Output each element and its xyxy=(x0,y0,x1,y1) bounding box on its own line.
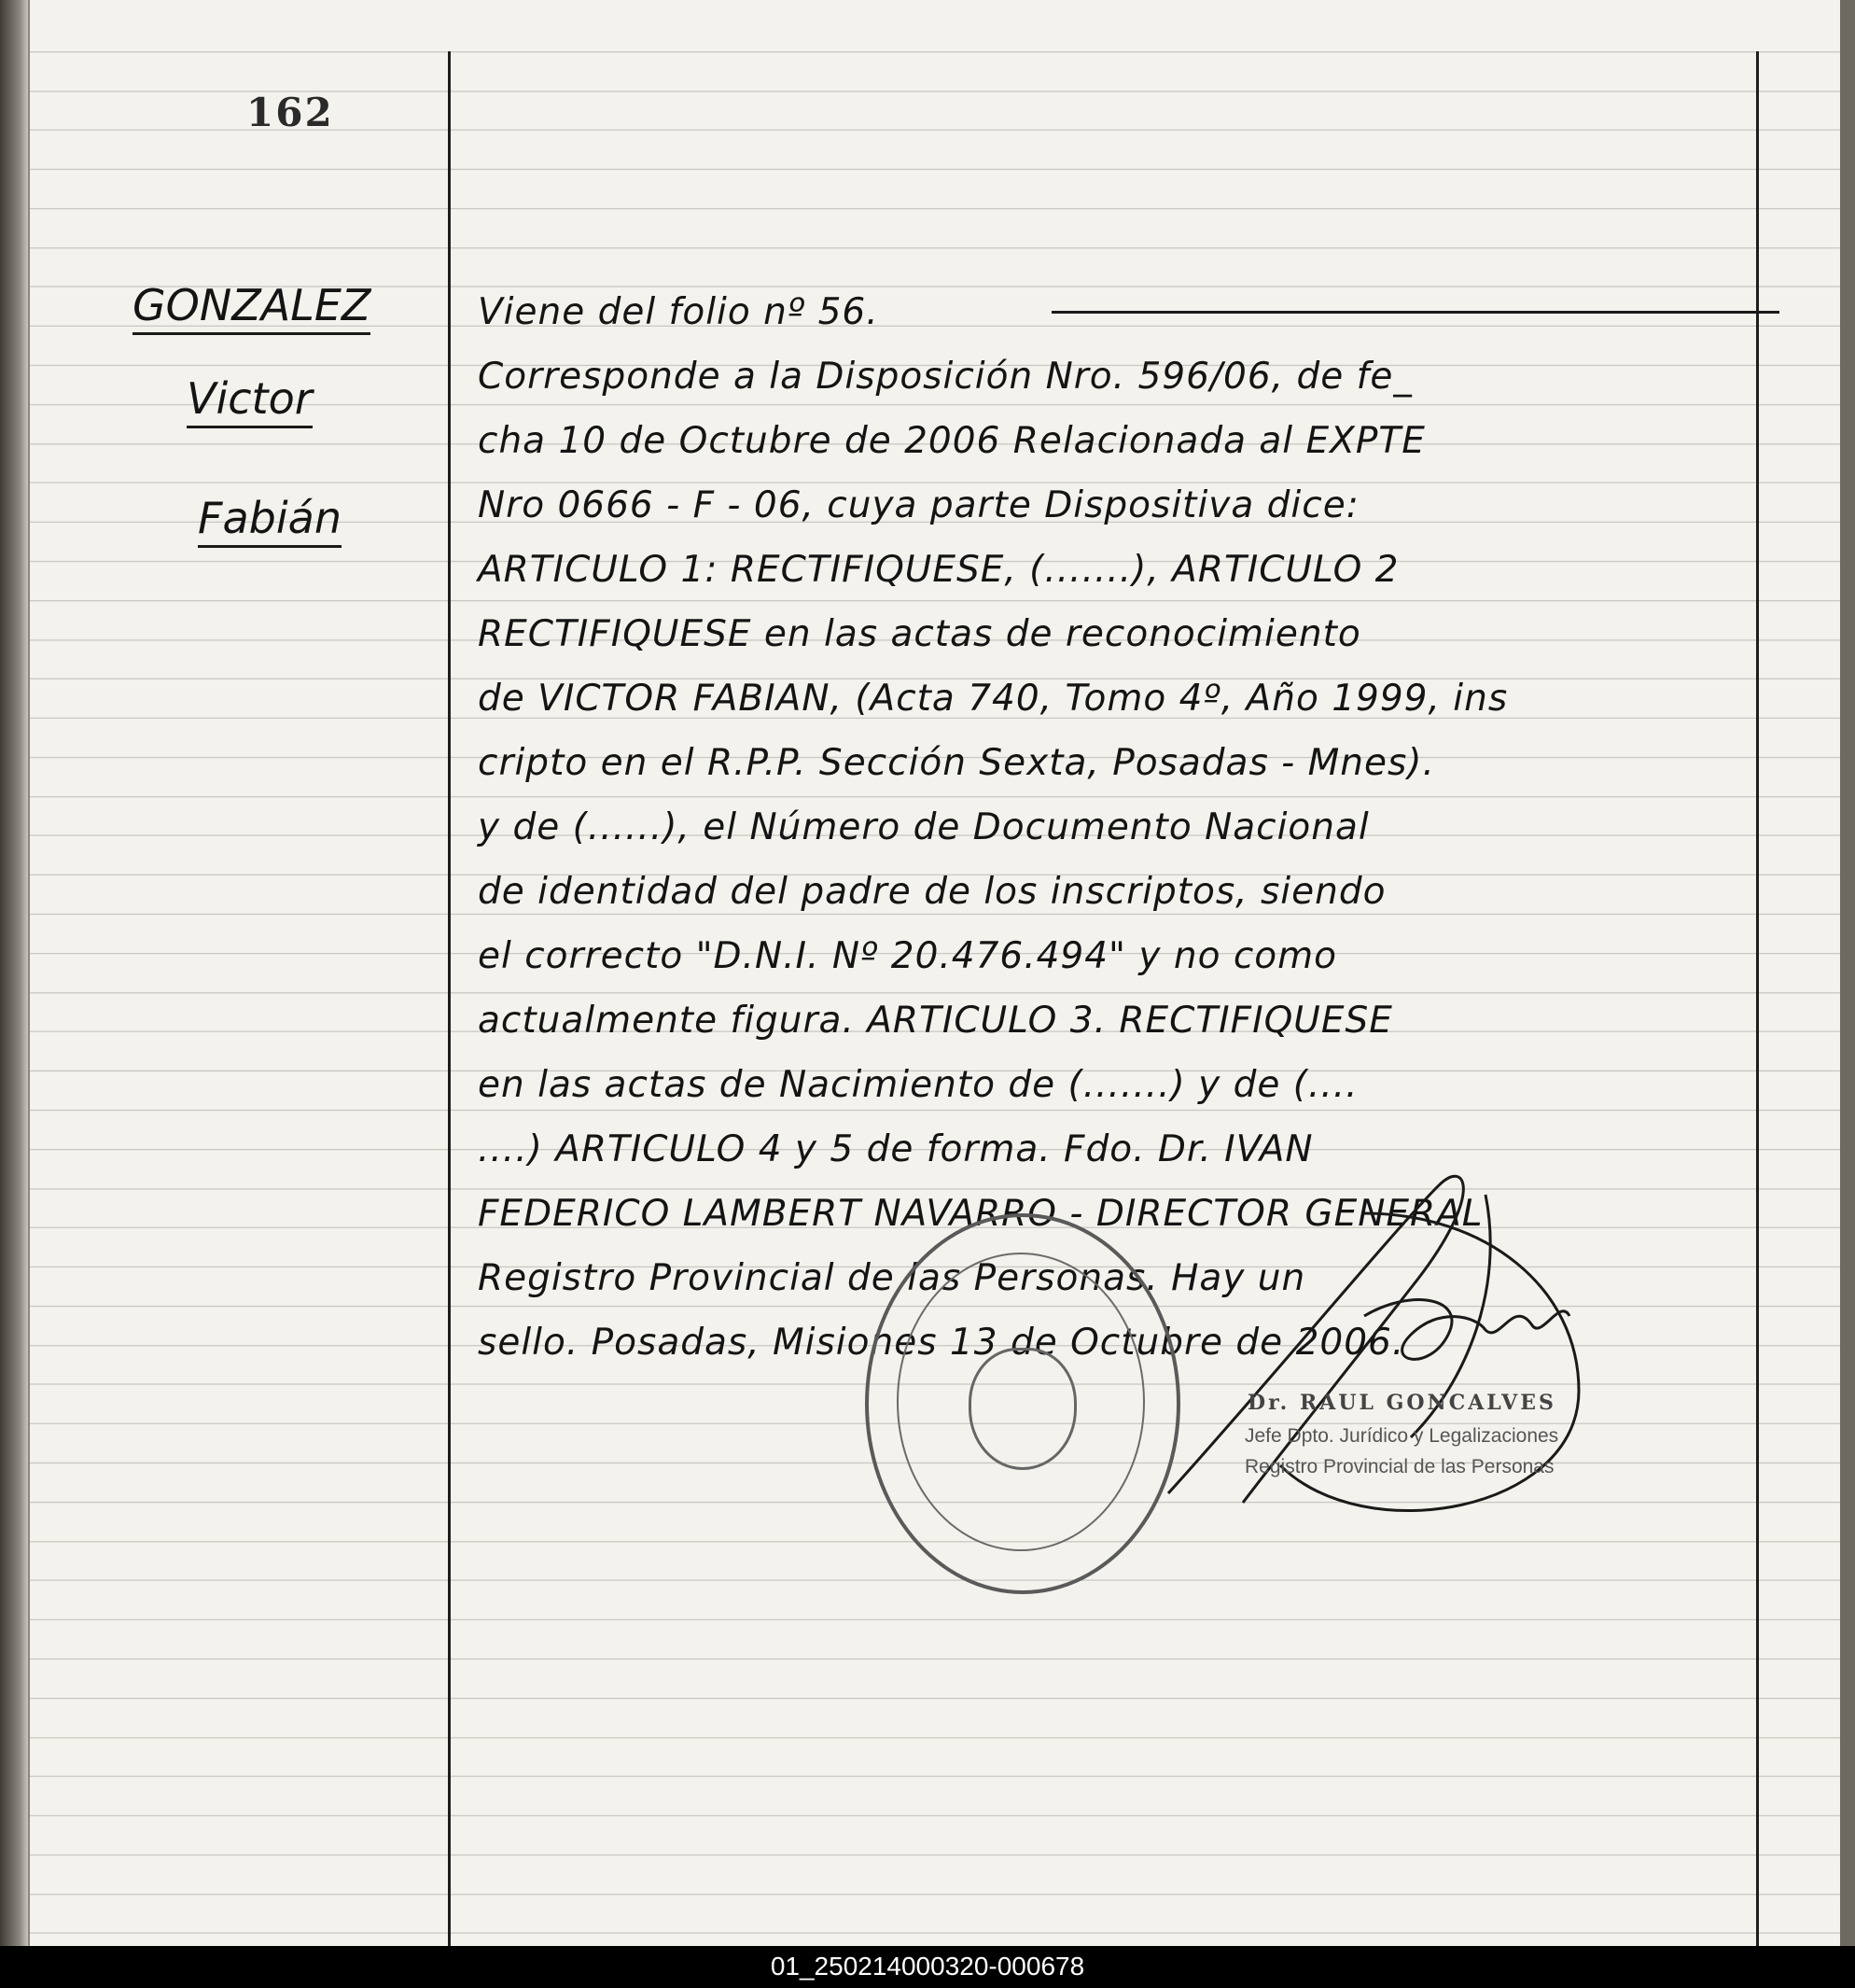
entry-line-3: cha 10 de Octubre de 2006 Relacionada al EXPTE xyxy=(478,420,1426,462)
provincial-crest-icon xyxy=(969,1348,1077,1470)
margin-middle-name: Fabián xyxy=(198,493,342,548)
entry-line-1: Viene del folio nº 56. xyxy=(478,291,879,333)
entry-line-6: RECTIFIQUESE en las actas de reconocimiento xyxy=(478,613,1361,655)
book-spine xyxy=(0,0,28,1946)
entry-line-8: cripto en el R.P.P. Sección Sexta, Posadas - Mnes). xyxy=(478,742,1435,784)
entry-line-4: Nro 0666 - F - 06, cuya parte Dispositiva dice: xyxy=(478,484,1360,526)
entry-line-9: y de (......), el Número de Documento Nacional xyxy=(478,806,1370,848)
margin-first-name: Victor xyxy=(187,373,313,428)
signatory-name: Dr. RAUL GONCALVES xyxy=(1248,1391,1556,1415)
entry-line-2: Corresponde a la Disposición Nro. 596/06, de fe_ xyxy=(478,356,1413,398)
register-page xyxy=(28,0,1840,1946)
signatory-role: Jefe Dpto. Jurídico y Legalizaciones xyxy=(1245,1425,1559,1447)
entry-line-7: de VICTOR FABIAN, (Acta 740, Tomo 4º, Año 1999, ins xyxy=(478,678,1509,720)
entry-line-16: Registro Provincial de las Personas. Hay un xyxy=(478,1257,1306,1299)
margin-divider xyxy=(448,51,451,1946)
entry-line-14: ....) ARTICULO 4 y 5 de forma. Fdo. Dr. IVAN xyxy=(478,1128,1314,1170)
signatory-office: Registro Provincial de las Personas xyxy=(1245,1456,1555,1477)
entry-line-17: sello. Posadas, Misiones 13 de Octubre de 2006. xyxy=(478,1322,1405,1364)
folio-number: 162 xyxy=(246,90,334,135)
entry-line-13: en las actas de Nacimiento de (.......) y de (.... xyxy=(478,1064,1359,1106)
margin-surname: GONZALEZ xyxy=(132,280,370,335)
entry-line-12: actualmente figura. ARTICULO 3. RECTIFIQUESE xyxy=(478,1000,1393,1042)
image-caption: 01_250214000320-000678 xyxy=(770,1952,1085,1981)
entry-line-15: FEDERICO LAMBERT NAVARRO - DIRECTOR GENERAL xyxy=(478,1193,1484,1235)
entry-line-10: de identidad del padre de los inscriptos, siendo xyxy=(478,871,1387,913)
entry-line-5: ARTICULO 1: RECTIFIQUESE, (.......), ARTICULO 2 xyxy=(478,549,1400,591)
signature-scribble xyxy=(1131,1157,1653,1549)
entry-line-11: el correcto "D.N.I. Nº 20.476.494" y no como xyxy=(478,935,1338,977)
